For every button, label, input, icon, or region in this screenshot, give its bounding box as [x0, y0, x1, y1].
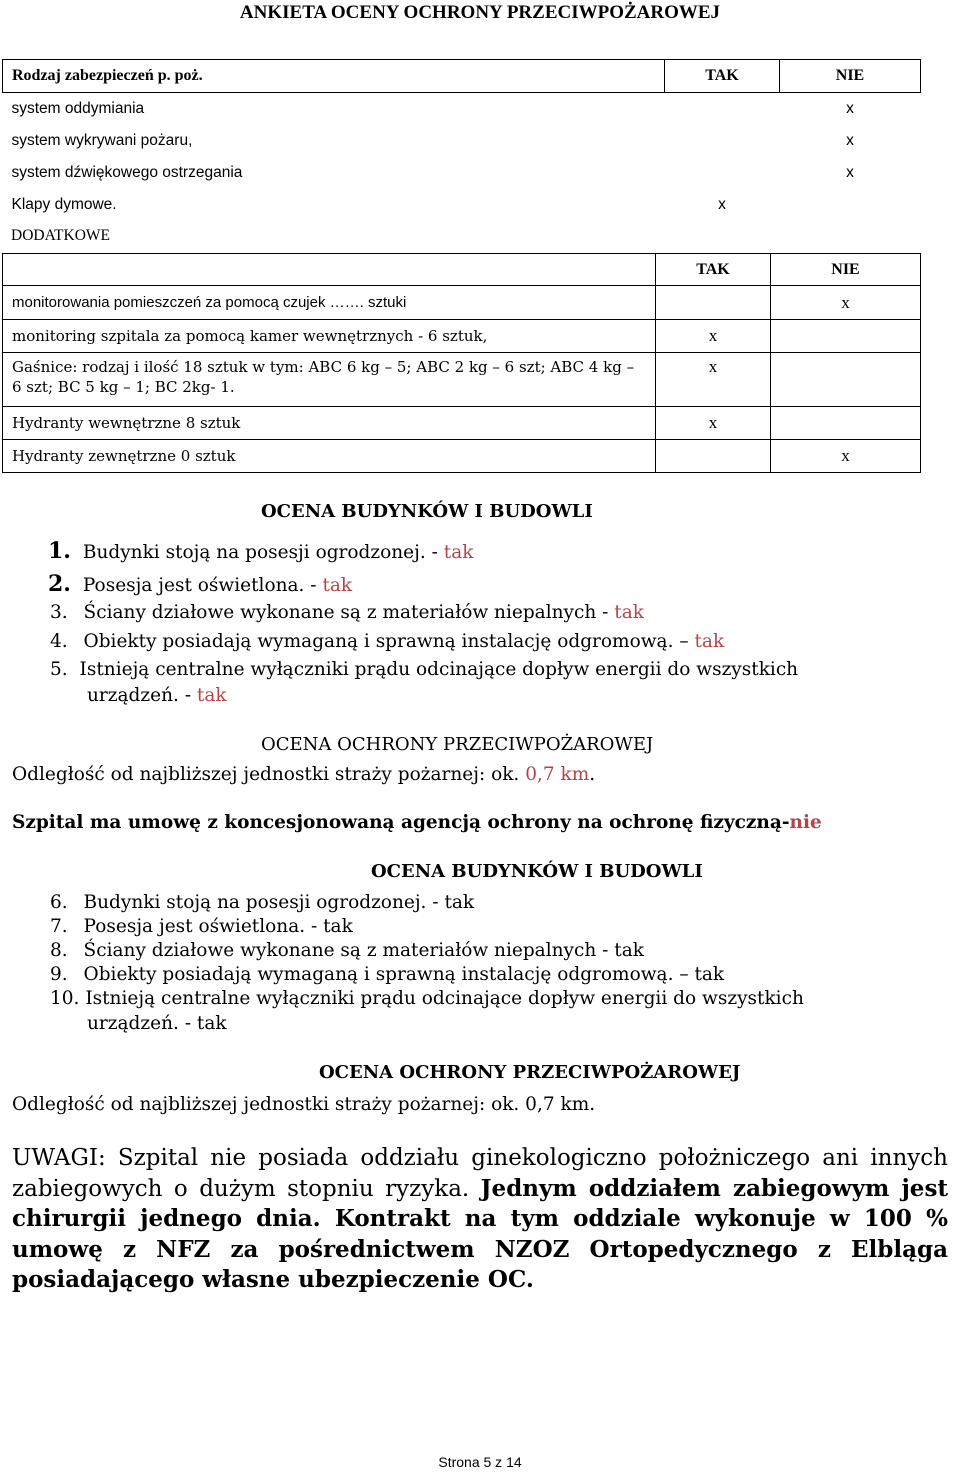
row-tak: x: [656, 353, 771, 407]
item-number: 10.: [50, 988, 80, 1009]
distance-text: Odległość od najbliższej jednostki straży pożarnej: ok.: [12, 764, 520, 785]
distance-line: Odległość od najbliższej jednostki straży pożarnej: ok. 0,7 km.: [12, 1094, 596, 1115]
row-nie: x: [846, 164, 854, 181]
item-number: 2.: [48, 571, 71, 597]
additional-protection-table: [2, 253, 921, 473]
column-header-nie: NIE: [771, 254, 921, 286]
row-tak: [665, 93, 780, 126]
row-tak: [656, 286, 771, 320]
list-item: [50, 659, 798, 680]
row-label: Hydranty zewnętrzne 0 sztuk: [3, 440, 656, 473]
list-item: [50, 892, 474, 913]
section-heading-fire-protection-2: OCENA OCHRONY PRZECIWPOŻAROWEJ: [319, 1062, 741, 1083]
table-row: [3, 407, 921, 440]
item-number: 1.: [48, 538, 71, 564]
row-nie: [780, 189, 921, 221]
column-header-nie: NIE: [780, 60, 921, 93]
row-tak: x: [718, 196, 726, 213]
item-text: Ściany działowe wykonane są z materiałów niepalnych - tak: [83, 940, 644, 961]
remarks-bold-text: Jednym oddziałem zabiegowym jest chirurgii jednego dnia. Kontrakt na tym oddziale wykonuje w 100 % umowę z NFZ za pośrednictwem NZOZ Ortopedycznego z Elbląga posiadającego własne ubezpieczenie OC.: [12, 1174, 949, 1293]
agency-answer: nie: [789, 812, 822, 833]
row-label: monitorowania pomieszczeń za pomocą czujek ……. sztuki: [3, 286, 656, 320]
table-row: [3, 286, 921, 320]
row-tak: [665, 125, 780, 157]
list-item: [50, 988, 804, 1009]
table-row: [3, 189, 921, 221]
section-heading-buildings-2: OCENA BUDYNKÓW I BUDOWLI: [371, 861, 703, 882]
table-row: [3, 93, 921, 126]
row-label: Gaśnice: rodzaj i ilość 18 sztuk w tym: ABC 6 kg – 5; ABC 2 kg – 6 szt; ABC 4 kg – 6 szt; BC 5 kg – 1; BC 2kg- 1.: [3, 353, 656, 407]
row-tak: [665, 157, 780, 189]
item-text: Istnieją centralne wyłączniki prądu odcinające dopływ energii do wszystkich: [79, 659, 799, 680]
item-answer: tak: [196, 685, 227, 706]
row-label: monitoring szpitala za pomocą kamer wewnętrznych - 6 sztuk,: [3, 320, 656, 353]
list-item: [50, 631, 724, 652]
dodatkowe-label: DODATKOWE: [11, 227, 111, 244]
list-item-continuation: [87, 685, 227, 706]
distance-value: 0,7 km: [525, 764, 590, 785]
item-text: Posesja jest oświetlona. -: [82, 575, 317, 596]
column-header-type: Rodzaj zabezpieczeń p. poż.: [3, 60, 665, 93]
item-text: Budynki stoją na posesji ogrodzonej. - tak: [83, 892, 475, 913]
distance-end: .: [589, 764, 596, 785]
row-nie: x: [771, 440, 921, 473]
list-item-continuation: [87, 1013, 227, 1034]
table-row: [3, 125, 921, 157]
list-item: [48, 538, 473, 564]
document-title: ANKIETA OCENY OCHRONY PRZECIWPOŻAROWEJ: [239, 2, 721, 23]
item-text: Istnieją centralne wyłączniki prądu odcinające dopływ energii do wszystkich: [85, 988, 804, 1009]
item-number: 7.: [50, 916, 68, 937]
item-answer: tak: [614, 602, 644, 623]
distance-line: [12, 764, 595, 785]
item-text: Posesja jest oświetlona. - tak: [83, 916, 353, 937]
row-label: system oddymiania: [11, 100, 145, 117]
row-label: Hydranty wewnętrzne 8 sztuk: [3, 407, 656, 440]
item-text: urządzeń. -: [87, 685, 191, 706]
item-text: urządzeń. - tak: [87, 1013, 227, 1034]
item-answer: tak: [694, 631, 725, 652]
fire-protection-table: [2, 59, 921, 221]
row-label: system wykrywani pożaru,: [11, 132, 193, 149]
item-number: 5.: [50, 659, 68, 680]
remarks-paragraph: [12, 1144, 948, 1296]
item-text: Budynki stoją na posesji ogrodzonej. -: [82, 542, 438, 563]
section-heading-fire-protection: OCENA OCHRONY PRZECIWPOŻAROWEJ: [261, 734, 654, 755]
section-heading-buildings: OCENA BUDYNKÓW I BUDOWLI: [261, 501, 593, 522]
row-tak: x: [656, 320, 771, 353]
item-number: 8.: [50, 940, 68, 961]
row-label: system dźwiękowego ostrzegania: [11, 164, 243, 181]
row-nie: [771, 407, 921, 440]
column-header-tak: TAK: [656, 254, 771, 286]
row-nie: [771, 320, 921, 353]
item-number: 9.: [50, 964, 68, 985]
table-row: [3, 440, 921, 473]
item-number: 4.: [50, 631, 68, 652]
list-item: [50, 602, 644, 623]
list-item: [48, 571, 352, 597]
page-number: Strona 5 z 14: [438, 1454, 522, 1470]
agency-line: [12, 812, 822, 833]
table-row: [3, 353, 921, 407]
list-item: [50, 916, 353, 937]
row-nie: x: [846, 100, 854, 117]
row-nie: [771, 353, 921, 407]
row-tak: x: [656, 407, 771, 440]
row-nie: x: [846, 132, 854, 149]
item-text: Obiekty posiadają wymaganą i sprawną instalację odgromową. –: [83, 631, 689, 652]
item-answer: tak: [443, 542, 474, 563]
column-header-empty: [3, 254, 656, 286]
list-item: [50, 940, 644, 961]
item-number: 3.: [50, 602, 68, 623]
table-row: [3, 157, 921, 189]
item-text: Obiekty posiadają wymaganą i sprawną instalację odgromową. – tak: [83, 964, 725, 985]
column-header-tak: TAK: [665, 60, 780, 93]
remarks-normal-text: UWAGI: Szpital nie posiada oddziału ginekologiczno położniczego ani innych zabiegowych o dużym stopniu ryzyka.: [12, 1145, 948, 1202]
item-text: Ściany działowe wykonane są z materiałów niepalnych -: [83, 602, 609, 623]
row-tak: [656, 440, 771, 473]
table-row: [3, 320, 921, 353]
row-nie: x: [771, 286, 921, 320]
item-answer: tak: [322, 575, 353, 596]
agency-text: Szpital ma umowę z koncesjonowaną agencją ochrony na ochronę fizyczną-: [12, 812, 790, 833]
item-number: 6.: [50, 892, 68, 913]
list-item: [50, 964, 724, 985]
row-label: Klapy dymowe.: [11, 196, 117, 213]
